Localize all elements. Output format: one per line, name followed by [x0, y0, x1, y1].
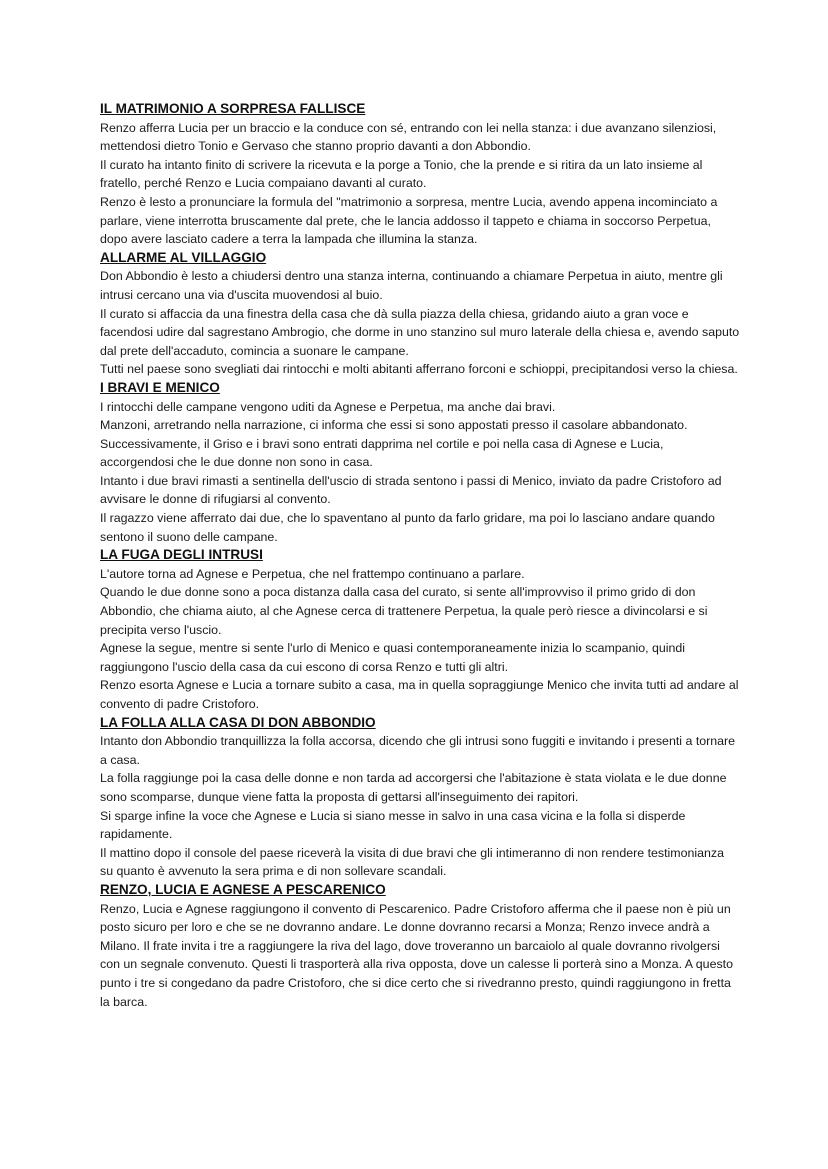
paragraph: L'autore torna ad Agnese e Perpetua, che nel frattempo continuano a parlare. — [100, 566, 525, 581]
section-heading: ALLARME AL VILLAGGIO — [100, 249, 267, 265]
paragraph: Manzoni, arretrando nella narrazione, ci informa che essi si sono appostati presso il casolare abbandonato. Successivamente, il Griso e i bravi sono entrati dapprima nel cortile e poi nella casa di Agnese e Lucia, accorgendosi che le due donne non sono in casa. — [100, 418, 688, 470]
section-matrimonio — [100, 100, 740, 249]
paragraph: Intanto don Abbondio tranquillizza la folla accorsa, dicendo che gli intrusi sono fuggiti e invitando i presenti a tornare a casa. — [100, 734, 736, 767]
section-heading: LA FUGA DEGLI INTRUSI — [100, 547, 263, 563]
paragraph: Renzo è lesto a pronunciare la formula del "matrimonio a sorpresa, mentre Lucia, avendo appena incominciato a parlare, viene interrotta bruscamente dal prete, che le lancia addosso il tappeto e chiama in soccorso Perpetua, dopo avere lasciato cadere a terra la lampada che illumina la stanza. — [100, 194, 718, 247]
section-heading: LA FOLLA ALLA CASA DI DON ABBONDIO — [100, 714, 376, 730]
paragraph: Quando le due donne sono a poca distanza dalla casa del curato, si sente all'improvviso il primo grido di don Abbondio, che chiama aiuto, al che Agnese cerca di trattenere Perpetua, la quale però riesce a divincolarsi e si precipita verso l'uscio. — [100, 585, 708, 637]
section-allarme — [100, 249, 740, 379]
paragraph: Renzo, Lucia e Agnese raggiungono il convento di Pescarenico. Padre Cristoforo afferma che il paese non è più un posto sicuro per loro e che se ne dovranno andare. Le donne dovranno recarsi a Monza; Renzo invece andrà a Milano. Il frate invita i tre a raggiungere la riva del lago, dove troveranno un barcaiolo al quale dovranno rivolgersi con un segnale convenuto. Questi li trasporterà alla riva opposta, dove un calesse li porterà sino a Monza. A questo punto i tre si congedano da padre Cristoforo, che si dice certo che si rivedranno presto, quindi raggiungono in fretta la barca. — [100, 901, 733, 1009]
section-fuga — [100, 546, 740, 713]
paragraph: Tutti nel paese sono svegliati dai rintocchi e molti abitanti afferrano forconi e schioppi, precipitandosi verso la chiesa. — [100, 362, 738, 377]
paragraph: Il curato si affaccia da una finestra della casa che dà sulla piazza della chiesa, gridando aiuto a gran voce e facendosi udire dal sagrestano Ambrogio, che dorme in uno stanzino sul muro laterale della chiesa e, avendo saputo dal prete dell'accaduto, comincia a suonare le campane. — [100, 306, 740, 358]
section-pescarenico — [100, 881, 740, 1011]
document-page — [100, 100, 740, 1011]
section-folla — [100, 714, 740, 881]
paragraph: Don Abbondio è lesto a chiudersi dentro una stanza interna, continuando a chiamare Perpetua in aiuto, mentre gli intrusi cercano una via d'uscita muovendosi al buio. — [100, 269, 723, 302]
paragraph: Renzo esorta Agnese e Lucia a tornare subito a casa, ma in quella sopraggiunge Menico che invita tutti ad andare al convento di padre Cristoforo. — [100, 678, 739, 711]
section-bravi-menico — [100, 379, 740, 546]
paragraph: Si sparge infine la voce che Agnese e Lucia si siano messe in salvo in una casa vicina e la folla si disperde rapidamente. — [100, 808, 686, 842]
section-heading: IL MATRIMONIO A SORPRESA FALLISCE — [100, 101, 366, 116]
section-heading: I BRAVI E MENICO — [100, 379, 220, 395]
paragraph: La folla raggiunge poi la casa delle donne e non tarda ad accorgersi che l'abitazione è stata violata e le due donne sono scomparse, dunque viene fatta la proposta di gettarsi all'inseguimento dei rapitori. — [100, 771, 727, 804]
paragraph: Il curato ha intanto finito di scrivere la ricevuta e la porge a Tonio, che la prende e si ritira da un lato insieme al fratello, perché Renzo e Lucia compaiano davanti al curato. — [100, 157, 703, 191]
paragraph: Agnese la segue, mentre si sente l'urlo di Menico e quasi contemporaneamente inizia lo scampanio, quindi raggiungono l'uscio della casa da cui escono di corsa Renzo e tutti gli altri. — [100, 641, 686, 674]
paragraph: Il ragazzo viene afferrato dai due, che lo spaventano al punto da farlo gridare, ma poi lo lasciano andare quando sentono il suono delle campane. — [100, 511, 715, 544]
paragraph: Intanto i due bravi rimasti a sentinella dell'uscio di strada sentono i passi di Menico, inviato da padre Cristoforo ad avvisare le donne di rifugiarsi al convento. — [100, 473, 722, 507]
section-heading: RENZO, LUCIA E AGNESE A PESCARENICO — [100, 881, 386, 897]
paragraph: Renzo afferra Lucia per un braccio e la conduce con sé, entrando con lei nella stanza: i due avanzano silenziosi, mettendosi dietro Tonio e Gervaso che stanno proprio davanti a don Abbondio. — [100, 120, 717, 154]
paragraph: I rintocchi delle campane vengono uditi da Agnese e Perpetua, ma anche dai bravi. — [100, 399, 556, 414]
paragraph: Il mattino dopo il console del paese riceverà la visita di due bravi che gli intimeranno di non rendere testimonianza su quanto è avvenuto la sera prima e di non sollevare scandali. — [100, 845, 725, 879]
